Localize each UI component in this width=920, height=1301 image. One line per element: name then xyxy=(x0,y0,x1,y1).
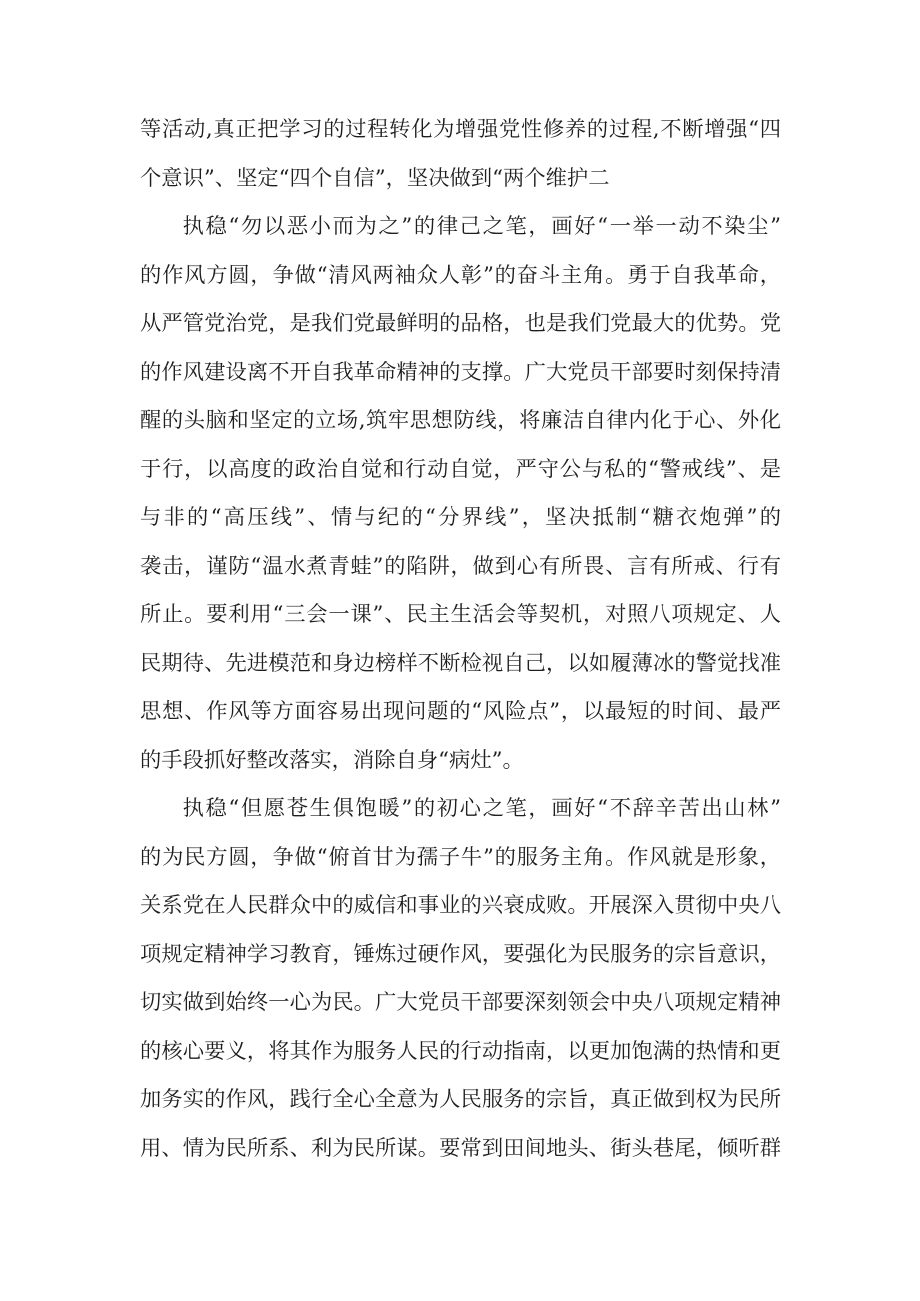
text-line: 等活动,真正把学习的过程转化为增强党性修养的过程,不断增强“四 xyxy=(140,117,781,142)
text-line: 切实做到始终一心为民。广大党员干部要深刻领会中央八项规定精神 xyxy=(140,990,781,1015)
text-line: 的为民方圆，争做“俯首甘为孺子牛”的服务主角。作风就是形象， xyxy=(140,844,781,870)
text-line: 关系党在人民群众中的威信和事业的兴衰成败。开展深入贯彻中央八 xyxy=(140,893,781,918)
text-line: 从严管党治党，是我们党最鲜明的品格，也是我们党最大的优势。党 xyxy=(140,311,781,336)
text-line: 醒的头脑和坚定的立场,筑牢思想防线，将廉洁自律内化于心、外化 xyxy=(140,408,781,433)
paragraph-self-discipline xyxy=(140,203,781,785)
text-line: 袭击，谨防“温水煮青蛙”的陷阱，做到心有所畏、言有所戒、行有 xyxy=(140,553,781,579)
text-line: 加务实的作风，践行全心全意为人民服务的宗旨，真正做到权为民所 xyxy=(140,1087,781,1112)
text-line: 民期待、先进模范和身边榜样不断检视自己，以如履薄冰的警觉找准 xyxy=(140,650,781,676)
text-line: 思想、作风等方面容易出现问题的“风险点”，以最短的时间、最严 xyxy=(140,699,781,724)
text-line: 执稳“但愿苍生俱饱暖”的初心之笔，画好“不辞辛苦出山林” xyxy=(182,796,781,821)
text-line: 个意识”、坚定“四个自信”，坚决做到“两个维护二 xyxy=(140,165,610,191)
paragraph-serve-people xyxy=(140,785,781,1173)
text-line: 的作风方圆，争做“清风两袖众人彰”的奋斗主角。勇于自我革命， xyxy=(140,262,781,288)
text-line: 所止。要利用“三会一课”、民主生活会等契机，对照八项规定、人 xyxy=(140,602,781,627)
text-line: 执稳“勿以恶小而为之”的律己之笔，画好“一举一动不染尘” xyxy=(182,214,781,239)
text-line: 的作风建设离不开自我革命精神的支撑。广大党员干部要时刻保持清 xyxy=(140,359,781,385)
document-page xyxy=(140,106,781,1173)
paragraph-continuation xyxy=(140,106,781,203)
text-line: 于行，以高度的政治自觉和行动自觉，严守公与私的“警戒线”、是 xyxy=(140,456,781,482)
text-line: 与非的“高压线”、情与纪的“分界线”，坚决抵制“糖衣炮弹”的 xyxy=(140,505,781,530)
text-line: 项规定精神学习教育，锤炼过硬作风，要强化为民服务的宗旨意识， xyxy=(140,941,781,967)
text-line: 的手段抓好整改落实，消除自身“病灶”。 xyxy=(140,747,524,773)
text-line: 用、情为民所系、利为民所谋。要常到田间地头、街头巷尾，倾听群 xyxy=(140,1135,781,1161)
text-line: 的核心要义，将其作为服务人民的行动指南，以更加饱满的热情和更 xyxy=(140,1038,781,1064)
